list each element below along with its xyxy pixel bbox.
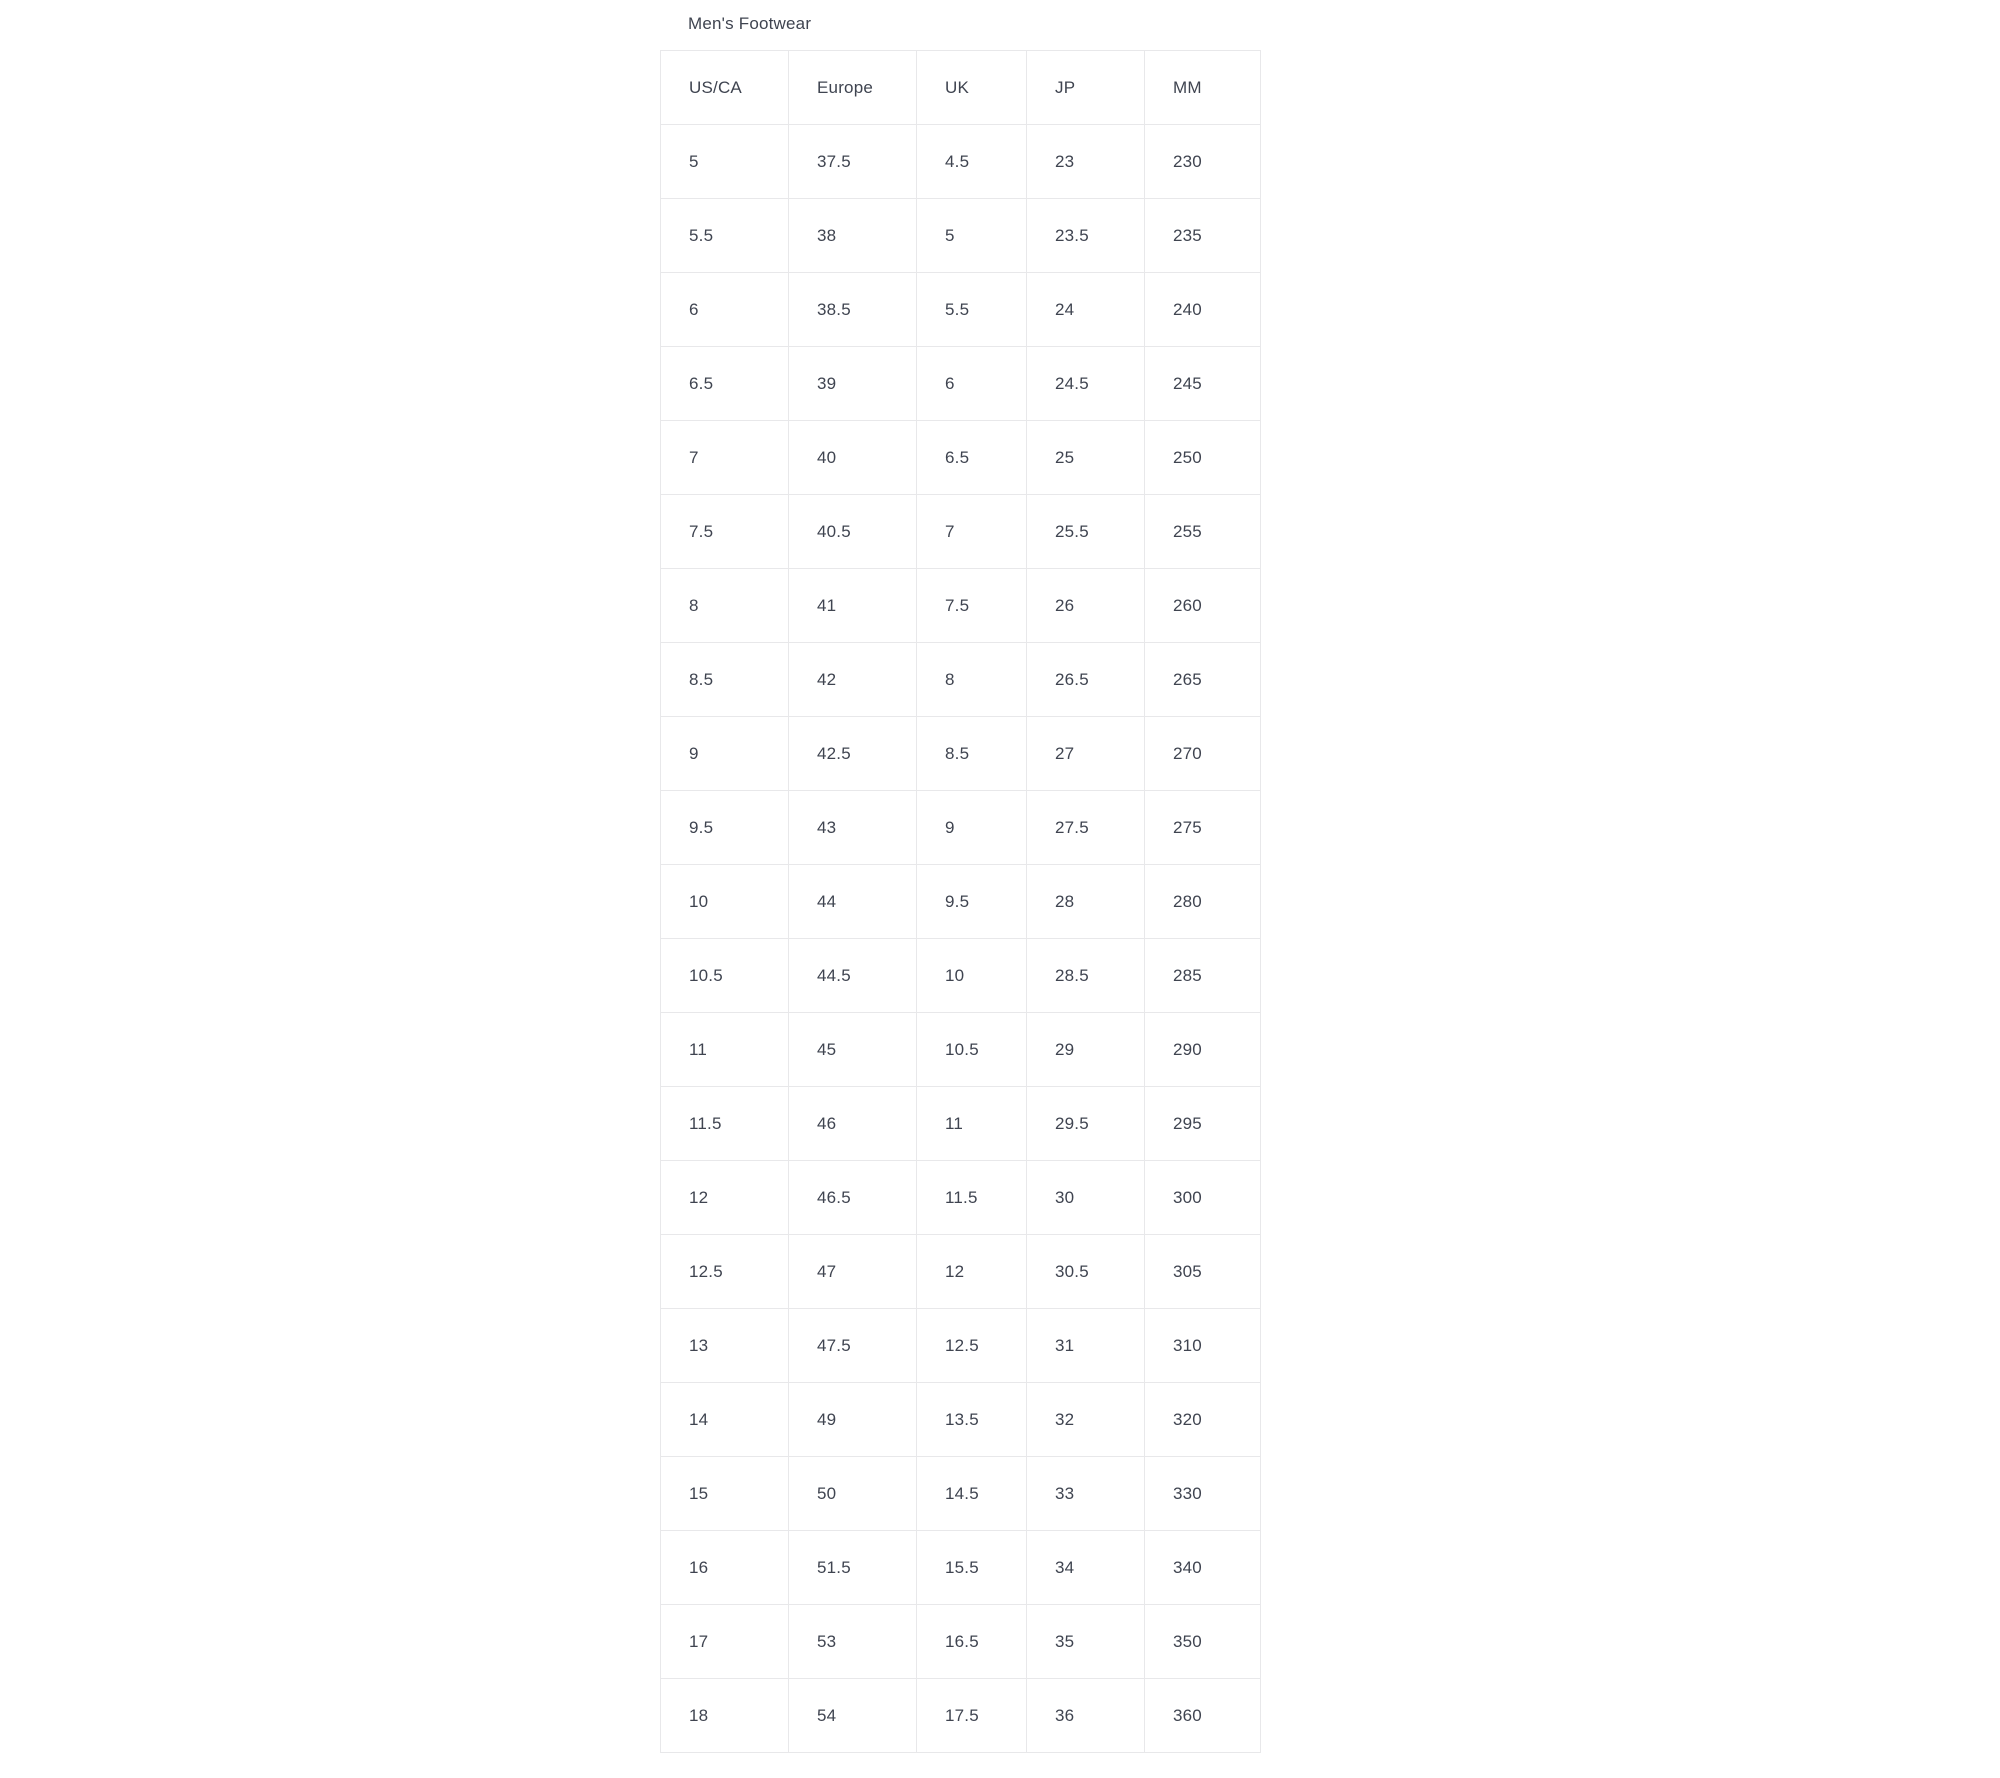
- cell-jp: 28.5: [1027, 939, 1145, 1013]
- table-row: [661, 717, 1261, 791]
- table-row: [661, 421, 1261, 495]
- column-header-europe: Europe: [789, 51, 917, 125]
- cell-jp: 28: [1027, 865, 1145, 939]
- cell-us-ca: 12: [661, 1161, 789, 1235]
- column-header-mm: MM: [1145, 51, 1261, 125]
- table-row: [661, 1605, 1261, 1679]
- cell-uk: 6.5: [917, 421, 1027, 495]
- cell-mm: 350: [1145, 1605, 1261, 1679]
- cell-europe: 47: [789, 1235, 917, 1309]
- cell-europe: 50: [789, 1457, 917, 1531]
- cell-us-ca: 17: [661, 1605, 789, 1679]
- cell-jp: 34: [1027, 1531, 1145, 1605]
- cell-us-ca: 6: [661, 273, 789, 347]
- cell-mm: 240: [1145, 273, 1261, 347]
- cell-mm: 260: [1145, 569, 1261, 643]
- cell-us-ca: 13: [661, 1309, 789, 1383]
- cell-mm: 285: [1145, 939, 1261, 1013]
- table-row: [661, 199, 1261, 273]
- cell-mm: 230: [1145, 125, 1261, 199]
- cell-mm: 300: [1145, 1161, 1261, 1235]
- table-row: [661, 273, 1261, 347]
- cell-us-ca: 9.5: [661, 791, 789, 865]
- cell-us-ca: 18: [661, 1679, 789, 1753]
- cell-jp: 27: [1027, 717, 1145, 791]
- table-row: [661, 1679, 1261, 1753]
- cell-jp: 31: [1027, 1309, 1145, 1383]
- table-row: [661, 1309, 1261, 1383]
- table-row: [661, 495, 1261, 569]
- table-row: [661, 569, 1261, 643]
- table-body: [661, 125, 1261, 1753]
- cell-europe: 49: [789, 1383, 917, 1457]
- cell-europe: 44.5: [789, 939, 917, 1013]
- cell-us-ca: 7: [661, 421, 789, 495]
- cell-mm: 255: [1145, 495, 1261, 569]
- cell-uk: 16.5: [917, 1605, 1027, 1679]
- cell-uk: 10.5: [917, 1013, 1027, 1087]
- table-row: [661, 1087, 1261, 1161]
- size-chart: [660, 0, 1260, 1753]
- cell-jp: 33: [1027, 1457, 1145, 1531]
- cell-europe: 39: [789, 347, 917, 421]
- cell-uk: 5: [917, 199, 1027, 273]
- cell-uk: 7.5: [917, 569, 1027, 643]
- table-row: [661, 939, 1261, 1013]
- cell-jp: 25: [1027, 421, 1145, 495]
- cell-us-ca: 5: [661, 125, 789, 199]
- cell-uk: 12: [917, 1235, 1027, 1309]
- cell-europe: 40.5: [789, 495, 917, 569]
- table-row: [661, 865, 1261, 939]
- column-header-jp: JP: [1027, 51, 1145, 125]
- cell-mm: 235: [1145, 199, 1261, 273]
- cell-mm: 250: [1145, 421, 1261, 495]
- table-row: [661, 791, 1261, 865]
- cell-uk: 6: [917, 347, 1027, 421]
- cell-jp: 24.5: [1027, 347, 1145, 421]
- cell-uk: 11.5: [917, 1161, 1027, 1235]
- cell-us-ca: 10: [661, 865, 789, 939]
- table-header: [661, 51, 1261, 125]
- cell-us-ca: 14: [661, 1383, 789, 1457]
- cell-jp: 32: [1027, 1383, 1145, 1457]
- cell-jp: 26: [1027, 569, 1145, 643]
- cell-europe: 41: [789, 569, 917, 643]
- table-header-row: [661, 51, 1261, 125]
- table-row: [661, 1161, 1261, 1235]
- cell-uk: 14.5: [917, 1457, 1027, 1531]
- cell-uk: 7: [917, 495, 1027, 569]
- cell-mm: 245: [1145, 347, 1261, 421]
- cell-jp: 29.5: [1027, 1087, 1145, 1161]
- cell-us-ca: 11: [661, 1013, 789, 1087]
- cell-us-ca: 15: [661, 1457, 789, 1531]
- cell-europe: 51.5: [789, 1531, 917, 1605]
- cell-mm: 360: [1145, 1679, 1261, 1753]
- cell-uk: 9: [917, 791, 1027, 865]
- cell-europe: 44: [789, 865, 917, 939]
- table-row: [661, 1531, 1261, 1605]
- cell-jp: 30: [1027, 1161, 1145, 1235]
- cell-mm: 340: [1145, 1531, 1261, 1605]
- cell-us-ca: 5.5: [661, 199, 789, 273]
- size-conversion-table: [660, 50, 1261, 1753]
- cell-europe: 54: [789, 1679, 917, 1753]
- cell-jp: 27.5: [1027, 791, 1145, 865]
- cell-mm: 330: [1145, 1457, 1261, 1531]
- cell-mm: 275: [1145, 791, 1261, 865]
- table-row: [661, 1013, 1261, 1087]
- cell-jp: 30.5: [1027, 1235, 1145, 1309]
- cell-mm: 305: [1145, 1235, 1261, 1309]
- cell-uk: 15.5: [917, 1531, 1027, 1605]
- cell-europe: 43: [789, 791, 917, 865]
- table-row: [661, 347, 1261, 421]
- cell-europe: 38: [789, 199, 917, 273]
- cell-europe: 45: [789, 1013, 917, 1087]
- cell-jp: 35: [1027, 1605, 1145, 1679]
- cell-uk: 10: [917, 939, 1027, 1013]
- cell-us-ca: 8: [661, 569, 789, 643]
- cell-jp: 29: [1027, 1013, 1145, 1087]
- cell-europe: 40: [789, 421, 917, 495]
- cell-jp: 26.5: [1027, 643, 1145, 717]
- cell-mm: 290: [1145, 1013, 1261, 1087]
- table-row: [661, 1457, 1261, 1531]
- cell-us-ca: 6.5: [661, 347, 789, 421]
- cell-europe: 38.5: [789, 273, 917, 347]
- cell-uk: 4.5: [917, 125, 1027, 199]
- cell-us-ca: 11.5: [661, 1087, 789, 1161]
- table-row: [661, 1235, 1261, 1309]
- table-row: [661, 643, 1261, 717]
- cell-us-ca: 7.5: [661, 495, 789, 569]
- cell-mm: 270: [1145, 717, 1261, 791]
- table-row: [661, 125, 1261, 199]
- cell-europe: 42.5: [789, 717, 917, 791]
- table-row: [661, 1383, 1261, 1457]
- cell-jp: 24: [1027, 273, 1145, 347]
- cell-europe: 46: [789, 1087, 917, 1161]
- cell-us-ca: 16: [661, 1531, 789, 1605]
- cell-europe: 53: [789, 1605, 917, 1679]
- cell-jp: 23.5: [1027, 199, 1145, 273]
- cell-us-ca: 12.5: [661, 1235, 789, 1309]
- cell-uk: 17.5: [917, 1679, 1027, 1753]
- cell-europe: 47.5: [789, 1309, 917, 1383]
- page-title: Men's Footwear: [688, 14, 812, 33]
- cell-uk: 12.5: [917, 1309, 1027, 1383]
- column-header-uk: UK: [917, 51, 1027, 125]
- cell-europe: 46.5: [789, 1161, 917, 1235]
- cell-mm: 310: [1145, 1309, 1261, 1383]
- cell-uk: 5.5: [917, 273, 1027, 347]
- cell-jp: 23: [1027, 125, 1145, 199]
- cell-mm: 295: [1145, 1087, 1261, 1161]
- cell-mm: 320: [1145, 1383, 1261, 1457]
- cell-europe: 42: [789, 643, 917, 717]
- cell-europe: 37.5: [789, 125, 917, 199]
- cell-uk: 11: [917, 1087, 1027, 1161]
- cell-mm: 280: [1145, 865, 1261, 939]
- column-header-us-ca: US/CA: [661, 51, 789, 125]
- cell-uk: 8: [917, 643, 1027, 717]
- cell-us-ca: 10.5: [661, 939, 789, 1013]
- cell-uk: 8.5: [917, 717, 1027, 791]
- cell-uk: 13.5: [917, 1383, 1027, 1457]
- cell-jp: 25.5: [1027, 495, 1145, 569]
- cell-us-ca: 8.5: [661, 643, 789, 717]
- cell-uk: 9.5: [917, 865, 1027, 939]
- cell-mm: 265: [1145, 643, 1261, 717]
- cell-us-ca: 9: [661, 717, 789, 791]
- cell-jp: 36: [1027, 1679, 1145, 1753]
